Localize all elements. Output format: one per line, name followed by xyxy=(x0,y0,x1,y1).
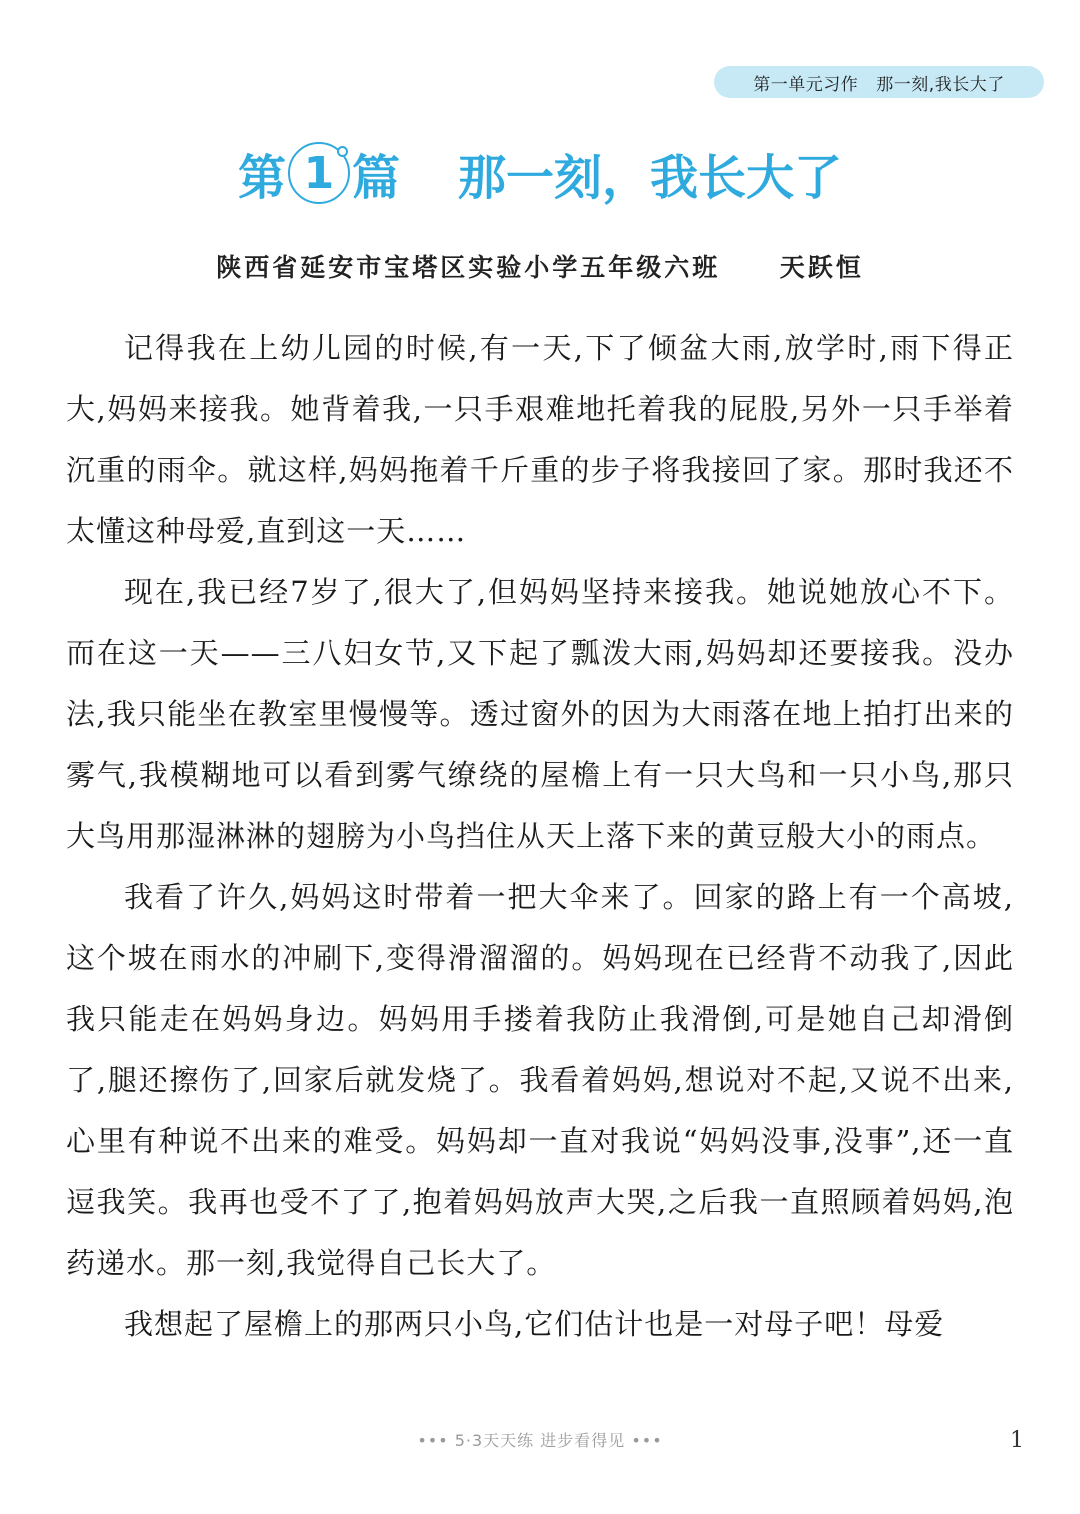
title-text: 那一刻，我长大了 xyxy=(458,149,843,206)
article-body xyxy=(66,318,1014,1355)
paragraph-4: 我想起了屋檐上的那两只小鸟,它们估计也是一对母子吧！母爱 xyxy=(124,1307,945,1341)
small-circle-decoration-icon xyxy=(337,146,348,157)
title-suffix: 篇 xyxy=(351,149,400,206)
paragraph-3: 我看了许久,妈妈这时带着一把大伞来了。回家的路上有一个高坡,这个坡在雨水的冲刷下,变得滑溜溜的。妈妈现在已经背不动我了,因此我只能走在妈妈身边。妈妈用手搂着我防止我滑倒,可是她自己却滑倒了,腿还擦伤了,回家后就发烧了。我看着妈妈,想说对不起,又说不出来,心里有种说不出来的难受。妈妈却一直对我说“妈妈没事,没事”,还一直逗我笑。我再也受不了了,抱着妈妈放声大哭,之后我一直照顾着妈妈,泡药递水。那一刻,我觉得自己长大了。 xyxy=(66,880,1014,1280)
title-number-badge xyxy=(288,142,350,204)
title-number: 1 xyxy=(303,147,335,199)
footer-slogan: ••• 5·3天天练 进步看得见 ••• xyxy=(417,1431,663,1450)
page-number: 1 xyxy=(1010,1428,1024,1453)
paragraph-1: 记得我在上幼儿园的时候,有一天,下了倾盆大雨,放学时,雨下得正大,妈妈来接我。她背着我,一只手艰难地托着我的屁股,另外一只手举着沉重的雨伞。就这样,妈妈拖着千斤重的步子将我接回了家。那时我还不太懂这种母爱,直到这一天…… xyxy=(66,331,1014,548)
author-name: 天跃恒 xyxy=(779,253,864,282)
chapter-topic-label: 那一刻,我长大了 xyxy=(876,74,1005,95)
author-byline xyxy=(0,248,1080,284)
author-school: 陕西省延安市宝塔区实验小学五年级六班 xyxy=(216,253,721,282)
paragraph-2: 现在,我已经7岁了,很大了,但妈妈坚持来接我。她说她放心不下。而在这一天——三八妇女节,又下起了瓢泼大雨,妈妈却还要接我。没办法,我只能坐在教室里慢慢等。透过窗外的因为大雨落在地上拍打出来的雾气,我模糊地可以看到雾气缭绕的屋檐上有一只大鸟和一只小鸟,那只大鸟用那湿淋淋的翅膀为小鸟挡住从天上落下来的黄豆般大小的雨点。 xyxy=(66,575,1014,853)
article-title xyxy=(0,138,1080,208)
chapter-header-tab xyxy=(714,66,1044,98)
title-prefix: 第 xyxy=(237,149,286,206)
chapter-section-label: 第一单元习作 xyxy=(753,74,859,95)
